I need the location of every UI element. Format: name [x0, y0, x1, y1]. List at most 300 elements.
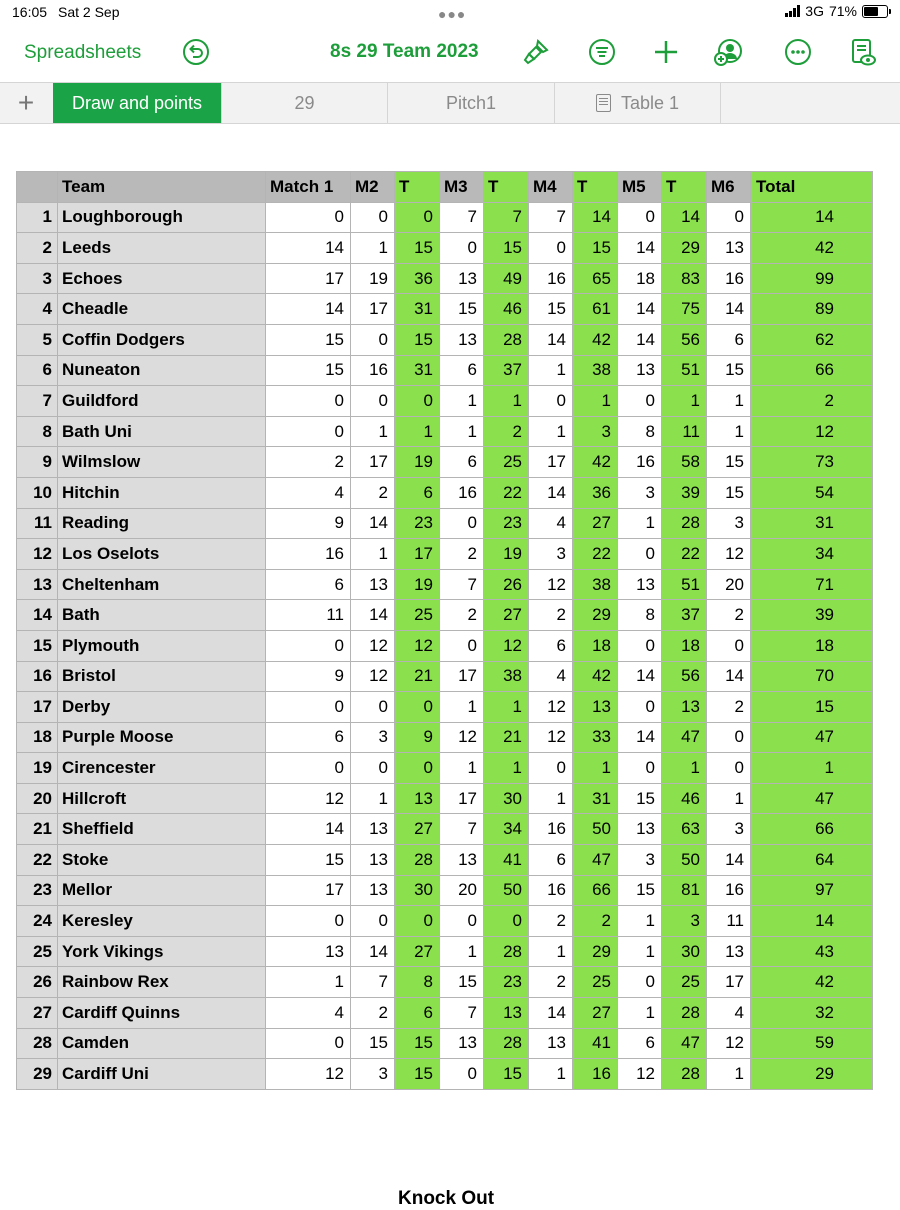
match-score-cell[interactable]: 0: [707, 722, 751, 753]
tab-pitch1[interactable]: [388, 83, 555, 123]
match-score-cell[interactable]: 17: [351, 294, 395, 325]
match-score-cell[interactable]: 14: [529, 477, 573, 508]
running-total-cell[interactable]: 0: [395, 692, 440, 723]
format-brush-icon[interactable]: [522, 38, 550, 66]
match-score-cell[interactable]: 0: [707, 753, 751, 784]
match-score-cell[interactable]: 14: [529, 998, 573, 1029]
match-score-cell[interactable]: 0: [266, 753, 351, 784]
match-score-cell[interactable]: 1: [618, 906, 662, 937]
column-header[interactable]: [17, 172, 58, 203]
running-total-cell[interactable]: 47: [662, 722, 707, 753]
match-score-cell[interactable]: 1: [440, 936, 484, 967]
running-total-cell[interactable]: 21: [484, 722, 529, 753]
match-score-cell[interactable]: 1: [351, 539, 395, 570]
match-score-cell[interactable]: 16: [266, 539, 351, 570]
match-score-cell[interactable]: 2: [440, 539, 484, 570]
row-number-cell[interactable]: 29: [17, 1059, 58, 1090]
running-total-cell[interactable]: 27: [573, 508, 618, 539]
running-total-cell[interactable]: 8: [395, 967, 440, 998]
match-score-cell[interactable]: 0: [440, 233, 484, 264]
match-score-cell[interactable]: 12: [618, 1059, 662, 1090]
match-score-cell[interactable]: 1: [440, 386, 484, 417]
team-name-cell[interactable]: Reading: [58, 508, 266, 539]
running-total-cell[interactable]: 30: [395, 875, 440, 906]
match-score-cell[interactable]: 1: [707, 783, 751, 814]
table-row[interactable]: [17, 936, 873, 967]
match-score-cell[interactable]: 6: [266, 569, 351, 600]
table-row[interactable]: [17, 508, 873, 539]
running-total-cell[interactable]: 31: [395, 294, 440, 325]
match-score-cell[interactable]: 6: [266, 722, 351, 753]
match-score-cell[interactable]: 0: [618, 692, 662, 723]
running-total-cell[interactable]: 0: [395, 386, 440, 417]
match-score-cell[interactable]: 17: [440, 661, 484, 692]
match-score-cell[interactable]: 18: [618, 263, 662, 294]
team-name-cell[interactable]: Rainbow Rex: [58, 967, 266, 998]
match-score-cell[interactable]: 16: [440, 477, 484, 508]
row-number-cell[interactable]: 27: [17, 998, 58, 1029]
table-row[interactable]: [17, 416, 873, 447]
match-score-cell[interactable]: 17: [440, 783, 484, 814]
match-score-cell[interactable]: 2: [351, 477, 395, 508]
total-cell[interactable]: 2: [751, 386, 873, 417]
row-number-cell[interactable]: 21: [17, 814, 58, 845]
match-score-cell[interactable]: 0: [440, 1059, 484, 1090]
running-total-cell[interactable]: 50: [662, 845, 707, 876]
match-score-cell[interactable]: 3: [351, 722, 395, 753]
match-score-cell[interactable]: 12: [529, 569, 573, 600]
running-total-cell[interactable]: 46: [662, 783, 707, 814]
row-number-cell[interactable]: 11: [17, 508, 58, 539]
running-total-cell[interactable]: 28: [484, 324, 529, 355]
team-name-cell[interactable]: Camden: [58, 1028, 266, 1059]
running-total-cell[interactable]: 50: [573, 814, 618, 845]
match-score-cell[interactable]: 12: [707, 539, 751, 570]
row-number-cell[interactable]: 19: [17, 753, 58, 784]
match-score-cell[interactable]: 1: [529, 355, 573, 386]
team-name-cell[interactable]: Keresley: [58, 906, 266, 937]
match-score-cell[interactable]: 0: [351, 202, 395, 233]
total-cell[interactable]: 54: [751, 477, 873, 508]
running-total-cell[interactable]: 18: [573, 630, 618, 661]
organize-icon[interactable]: [588, 38, 616, 66]
running-total-cell[interactable]: 36: [395, 263, 440, 294]
match-score-cell[interactable]: 16: [351, 355, 395, 386]
running-total-cell[interactable]: 81: [662, 875, 707, 906]
match-score-cell[interactable]: 12: [529, 692, 573, 723]
running-total-cell[interactable]: 2: [484, 416, 529, 447]
running-total-cell[interactable]: 18: [662, 630, 707, 661]
running-total-cell[interactable]: 1: [662, 386, 707, 417]
column-header[interactable]: M5: [618, 172, 662, 203]
running-total-cell[interactable]: 0: [395, 906, 440, 937]
table-row[interactable]: [17, 1059, 873, 1090]
match-score-cell[interactable]: 1: [618, 936, 662, 967]
column-header[interactable]: Match 1: [266, 172, 351, 203]
match-score-cell[interactable]: 0: [618, 386, 662, 417]
match-score-cell[interactable]: 1: [440, 753, 484, 784]
table-row[interactable]: [17, 967, 873, 998]
running-total-cell[interactable]: 28: [395, 845, 440, 876]
tab-table-1[interactable]: [555, 83, 721, 123]
match-score-cell[interactable]: 11: [707, 906, 751, 937]
match-score-cell[interactable]: 13: [529, 1028, 573, 1059]
document-title[interactable]: 8s 29 Team 2023: [330, 41, 479, 62]
spreadsheets-back-button[interactable]: Spreadsheets: [24, 42, 142, 63]
running-total-cell[interactable]: 51: [662, 355, 707, 386]
running-total-cell[interactable]: 30: [484, 783, 529, 814]
match-score-cell[interactable]: 0: [618, 753, 662, 784]
running-total-cell[interactable]: 51: [662, 569, 707, 600]
match-score-cell[interactable]: 0: [529, 233, 573, 264]
match-score-cell[interactable]: 13: [618, 814, 662, 845]
running-total-cell[interactable]: 47: [662, 1028, 707, 1059]
team-name-cell[interactable]: Hillcroft: [58, 783, 266, 814]
running-total-cell[interactable]: 42: [573, 447, 618, 478]
match-score-cell[interactable]: 1: [440, 692, 484, 723]
total-cell[interactable]: 1: [751, 753, 873, 784]
match-score-cell[interactable]: 6: [618, 1028, 662, 1059]
column-header[interactable]: T: [662, 172, 707, 203]
match-score-cell[interactable]: 0: [351, 906, 395, 937]
table-row[interactable]: [17, 233, 873, 264]
total-cell[interactable]: 43: [751, 936, 873, 967]
running-total-cell[interactable]: 29: [662, 233, 707, 264]
match-score-cell[interactable]: 15: [266, 324, 351, 355]
running-total-cell[interactable]: 1: [662, 753, 707, 784]
running-total-cell[interactable]: 31: [573, 783, 618, 814]
running-total-cell[interactable]: 15: [484, 1059, 529, 1090]
row-number-cell[interactable]: 7: [17, 386, 58, 417]
total-cell[interactable]: 66: [751, 355, 873, 386]
match-score-cell[interactable]: 2: [529, 967, 573, 998]
match-score-cell[interactable]: 1: [707, 416, 751, 447]
running-total-cell[interactable]: 6: [395, 998, 440, 1029]
total-cell[interactable]: 18: [751, 630, 873, 661]
match-score-cell[interactable]: 12: [440, 722, 484, 753]
match-score-cell[interactable]: 13: [351, 814, 395, 845]
total-cell[interactable]: 29: [751, 1059, 873, 1090]
row-number-cell[interactable]: 6: [17, 355, 58, 386]
match-score-cell[interactable]: 4: [707, 998, 751, 1029]
running-total-cell[interactable]: 1: [484, 386, 529, 417]
row-number-cell[interactable]: 3: [17, 263, 58, 294]
match-score-cell[interactable]: 4: [266, 477, 351, 508]
tab-draw-and-points[interactable]: [53, 83, 222, 123]
running-total-cell[interactable]: 58: [662, 447, 707, 478]
match-score-cell[interactable]: 0: [266, 416, 351, 447]
running-total-cell[interactable]: 28: [662, 508, 707, 539]
match-score-cell[interactable]: 16: [529, 875, 573, 906]
running-total-cell[interactable]: 25: [662, 967, 707, 998]
running-total-cell[interactable]: 39: [662, 477, 707, 508]
running-total-cell[interactable]: 83: [662, 263, 707, 294]
row-number-cell[interactable]: 22: [17, 845, 58, 876]
undo-icon[interactable]: [182, 38, 210, 66]
running-total-cell[interactable]: 63: [662, 814, 707, 845]
match-score-cell[interactable]: 0: [351, 753, 395, 784]
match-score-cell[interactable]: 0: [618, 967, 662, 998]
match-score-cell[interactable]: 14: [707, 294, 751, 325]
table-row[interactable]: [17, 814, 873, 845]
column-header[interactable]: T: [484, 172, 529, 203]
match-score-cell[interactable]: 17: [707, 967, 751, 998]
add-icon[interactable]: [652, 38, 680, 66]
match-score-cell[interactable]: 13: [266, 936, 351, 967]
running-total-cell[interactable]: 29: [573, 936, 618, 967]
running-total-cell[interactable]: 1: [484, 753, 529, 784]
match-score-cell[interactable]: 14: [529, 324, 573, 355]
total-cell[interactable]: 34: [751, 539, 873, 570]
total-cell[interactable]: 89: [751, 294, 873, 325]
team-name-cell[interactable]: Derby: [58, 692, 266, 723]
match-score-cell[interactable]: 12: [351, 661, 395, 692]
total-cell[interactable]: 47: [751, 783, 873, 814]
running-total-cell[interactable]: 23: [484, 967, 529, 998]
match-score-cell[interactable]: 13: [440, 845, 484, 876]
column-header[interactable]: T: [573, 172, 618, 203]
match-score-cell[interactable]: 13: [351, 569, 395, 600]
row-number-cell[interactable]: 24: [17, 906, 58, 937]
match-score-cell[interactable]: 8: [618, 416, 662, 447]
running-total-cell[interactable]: 12: [395, 630, 440, 661]
match-score-cell[interactable]: 14: [618, 294, 662, 325]
row-number-cell[interactable]: 16: [17, 661, 58, 692]
match-score-cell[interactable]: 15: [266, 355, 351, 386]
match-score-cell[interactable]: 1: [529, 1059, 573, 1090]
match-score-cell[interactable]: 16: [707, 875, 751, 906]
match-score-cell[interactable]: 15: [351, 1028, 395, 1059]
running-total-cell[interactable]: 15: [573, 233, 618, 264]
table-row[interactable]: [17, 661, 873, 692]
table-row[interactable]: [17, 630, 873, 661]
running-total-cell[interactable]: 3: [662, 906, 707, 937]
match-score-cell[interactable]: 15: [618, 875, 662, 906]
match-score-cell[interactable]: 14: [266, 233, 351, 264]
running-total-cell[interactable]: 22: [573, 539, 618, 570]
match-score-cell[interactable]: 0: [351, 386, 395, 417]
match-score-cell[interactable]: 6: [529, 630, 573, 661]
running-total-cell[interactable]: 1: [484, 692, 529, 723]
table-row[interactable]: [17, 355, 873, 386]
running-total-cell[interactable]: 30: [662, 936, 707, 967]
running-total-cell[interactable]: 1: [395, 416, 440, 447]
total-cell[interactable]: 59: [751, 1028, 873, 1059]
match-score-cell[interactable]: 15: [266, 845, 351, 876]
match-score-cell[interactable]: 3: [707, 814, 751, 845]
running-total-cell[interactable]: 56: [662, 324, 707, 355]
running-total-cell[interactable]: 13: [395, 783, 440, 814]
match-score-cell[interactable]: 0: [266, 630, 351, 661]
table-row[interactable]: [17, 1028, 873, 1059]
row-number-cell[interactable]: 2: [17, 233, 58, 264]
column-header[interactable]: T: [395, 172, 440, 203]
total-cell[interactable]: 12: [751, 416, 873, 447]
match-score-cell[interactable]: 13: [618, 569, 662, 600]
row-number-cell[interactable]: 8: [17, 416, 58, 447]
match-score-cell[interactable]: 0: [707, 630, 751, 661]
match-score-cell[interactable]: 17: [351, 447, 395, 478]
running-total-cell[interactable]: 15: [484, 233, 529, 264]
running-total-cell[interactable]: 47: [573, 845, 618, 876]
match-score-cell[interactable]: 13: [440, 1028, 484, 1059]
running-total-cell[interactable]: 46: [484, 294, 529, 325]
match-score-cell[interactable]: 7: [440, 998, 484, 1029]
match-score-cell[interactable]: 1: [351, 233, 395, 264]
row-number-cell[interactable]: 20: [17, 783, 58, 814]
table-row[interactable]: [17, 202, 873, 233]
total-cell[interactable]: 97: [751, 875, 873, 906]
team-name-cell[interactable]: Hitchin: [58, 477, 266, 508]
match-score-cell[interactable]: 12: [266, 783, 351, 814]
match-score-cell[interactable]: 0: [266, 202, 351, 233]
match-score-cell[interactable]: 12: [351, 630, 395, 661]
match-score-cell[interactable]: 0: [618, 202, 662, 233]
total-cell[interactable]: 42: [751, 233, 873, 264]
match-score-cell[interactable]: 1: [529, 936, 573, 967]
running-total-cell[interactable]: 27: [573, 998, 618, 1029]
total-cell[interactable]: 62: [751, 324, 873, 355]
multitasking-dots-icon[interactable]: ●●●: [438, 6, 467, 22]
match-score-cell[interactable]: 1: [351, 416, 395, 447]
match-score-cell[interactable]: 0: [266, 692, 351, 723]
match-score-cell[interactable]: 16: [707, 263, 751, 294]
running-total-cell[interactable]: 9: [395, 722, 440, 753]
match-score-cell[interactable]: 4: [529, 508, 573, 539]
match-score-cell[interactable]: 1: [529, 783, 573, 814]
match-score-cell[interactable]: 1: [440, 416, 484, 447]
total-cell[interactable]: 71: [751, 569, 873, 600]
team-name-cell[interactable]: Sheffield: [58, 814, 266, 845]
running-total-cell[interactable]: 1: [573, 753, 618, 784]
table-row[interactable]: [17, 783, 873, 814]
running-total-cell[interactable]: 25: [573, 967, 618, 998]
running-total-cell[interactable]: 0: [395, 202, 440, 233]
running-total-cell[interactable]: 15: [395, 324, 440, 355]
team-name-cell[interactable]: Cardiff Uni: [58, 1059, 266, 1090]
total-cell[interactable]: 64: [751, 845, 873, 876]
running-total-cell[interactable]: 1: [573, 386, 618, 417]
running-total-cell[interactable]: 11: [662, 416, 707, 447]
team-name-cell[interactable]: Cheltenham: [58, 569, 266, 600]
row-number-cell[interactable]: 26: [17, 967, 58, 998]
total-cell[interactable]: 66: [751, 814, 873, 845]
match-score-cell[interactable]: 0: [351, 324, 395, 355]
match-score-cell[interactable]: 3: [529, 539, 573, 570]
running-total-cell[interactable]: 27: [395, 936, 440, 967]
match-score-cell[interactable]: 2: [529, 906, 573, 937]
match-score-cell[interactable]: 2: [440, 600, 484, 631]
team-name-cell[interactable]: Los Oselots: [58, 539, 266, 570]
match-score-cell[interactable]: 20: [707, 569, 751, 600]
match-score-cell[interactable]: 15: [707, 447, 751, 478]
table-row[interactable]: [17, 845, 873, 876]
table-row[interactable]: [17, 875, 873, 906]
match-score-cell[interactable]: 8: [618, 600, 662, 631]
running-total-cell[interactable]: 37: [662, 600, 707, 631]
table-row[interactable]: [17, 477, 873, 508]
column-header[interactable]: M4: [529, 172, 573, 203]
running-total-cell[interactable]: 28: [484, 936, 529, 967]
add-sheet-button[interactable]: +: [17, 87, 35, 118]
match-score-cell[interactable]: 0: [266, 386, 351, 417]
running-total-cell[interactable]: 14: [573, 202, 618, 233]
row-number-cell[interactable]: 25: [17, 936, 58, 967]
match-score-cell[interactable]: 12: [529, 722, 573, 753]
match-score-cell[interactable]: 0: [266, 1028, 351, 1059]
running-total-cell[interactable]: 61: [573, 294, 618, 325]
points-table[interactable]: [16, 171, 873, 1090]
match-score-cell[interactable]: 9: [266, 508, 351, 539]
row-number-cell[interactable]: 15: [17, 630, 58, 661]
match-score-cell[interactable]: 15: [618, 783, 662, 814]
total-cell[interactable]: 32: [751, 998, 873, 1029]
running-total-cell[interactable]: 23: [395, 508, 440, 539]
match-score-cell[interactable]: 3: [351, 1059, 395, 1090]
more-icon[interactable]: [784, 38, 812, 66]
running-total-cell[interactable]: 26: [484, 569, 529, 600]
match-score-cell[interactable]: 2: [529, 600, 573, 631]
match-score-cell[interactable]: 6: [529, 845, 573, 876]
running-total-cell[interactable]: 15: [395, 1028, 440, 1059]
column-header[interactable]: M6: [707, 172, 751, 203]
total-cell[interactable]: 70: [751, 661, 873, 692]
team-name-cell[interactable]: Stoke: [58, 845, 266, 876]
running-total-cell[interactable]: 28: [484, 1028, 529, 1059]
running-total-cell[interactable]: 0: [484, 906, 529, 937]
match-score-cell[interactable]: 0: [440, 508, 484, 539]
running-total-cell[interactable]: 38: [573, 355, 618, 386]
row-number-cell[interactable]: 28: [17, 1028, 58, 1059]
table-row[interactable]: [17, 600, 873, 631]
row-number-cell[interactable]: 18: [17, 722, 58, 753]
running-total-cell[interactable]: 17: [395, 539, 440, 570]
match-score-cell[interactable]: 15: [707, 477, 751, 508]
running-total-cell[interactable]: 56: [662, 661, 707, 692]
match-score-cell[interactable]: 19: [351, 263, 395, 294]
match-score-cell[interactable]: 1: [529, 416, 573, 447]
match-score-cell[interactable]: 0: [529, 386, 573, 417]
match-score-cell[interactable]: 14: [707, 845, 751, 876]
table-row[interactable]: [17, 294, 873, 325]
match-score-cell[interactable]: 2: [707, 692, 751, 723]
total-cell[interactable]: 42: [751, 967, 873, 998]
total-cell[interactable]: 15: [751, 692, 873, 723]
match-score-cell[interactable]: 12: [266, 1059, 351, 1090]
total-cell[interactable]: 73: [751, 447, 873, 478]
team-name-cell[interactable]: Purple Moose: [58, 722, 266, 753]
team-name-cell[interactable]: Wilmslow: [58, 447, 266, 478]
running-total-cell[interactable]: 13: [662, 692, 707, 723]
match-score-cell[interactable]: 6: [440, 447, 484, 478]
running-total-cell[interactable]: 50: [484, 875, 529, 906]
running-total-cell[interactable]: 38: [573, 569, 618, 600]
match-score-cell[interactable]: 15: [440, 967, 484, 998]
running-total-cell[interactable]: 12: [484, 630, 529, 661]
match-score-cell[interactable]: 13: [440, 263, 484, 294]
column-header[interactable]: Total: [751, 172, 873, 203]
running-total-cell[interactable]: 16: [573, 1059, 618, 1090]
match-score-cell[interactable]: 14: [351, 600, 395, 631]
total-cell[interactable]: 14: [751, 202, 873, 233]
match-score-cell[interactable]: 17: [266, 263, 351, 294]
row-number-cell[interactable]: 10: [17, 477, 58, 508]
running-total-cell[interactable]: 3: [573, 416, 618, 447]
running-total-cell[interactable]: 13: [484, 998, 529, 1029]
match-score-cell[interactable]: 11: [266, 600, 351, 631]
running-total-cell[interactable]: 14: [662, 202, 707, 233]
reading-view-icon[interactable]: [849, 38, 877, 66]
